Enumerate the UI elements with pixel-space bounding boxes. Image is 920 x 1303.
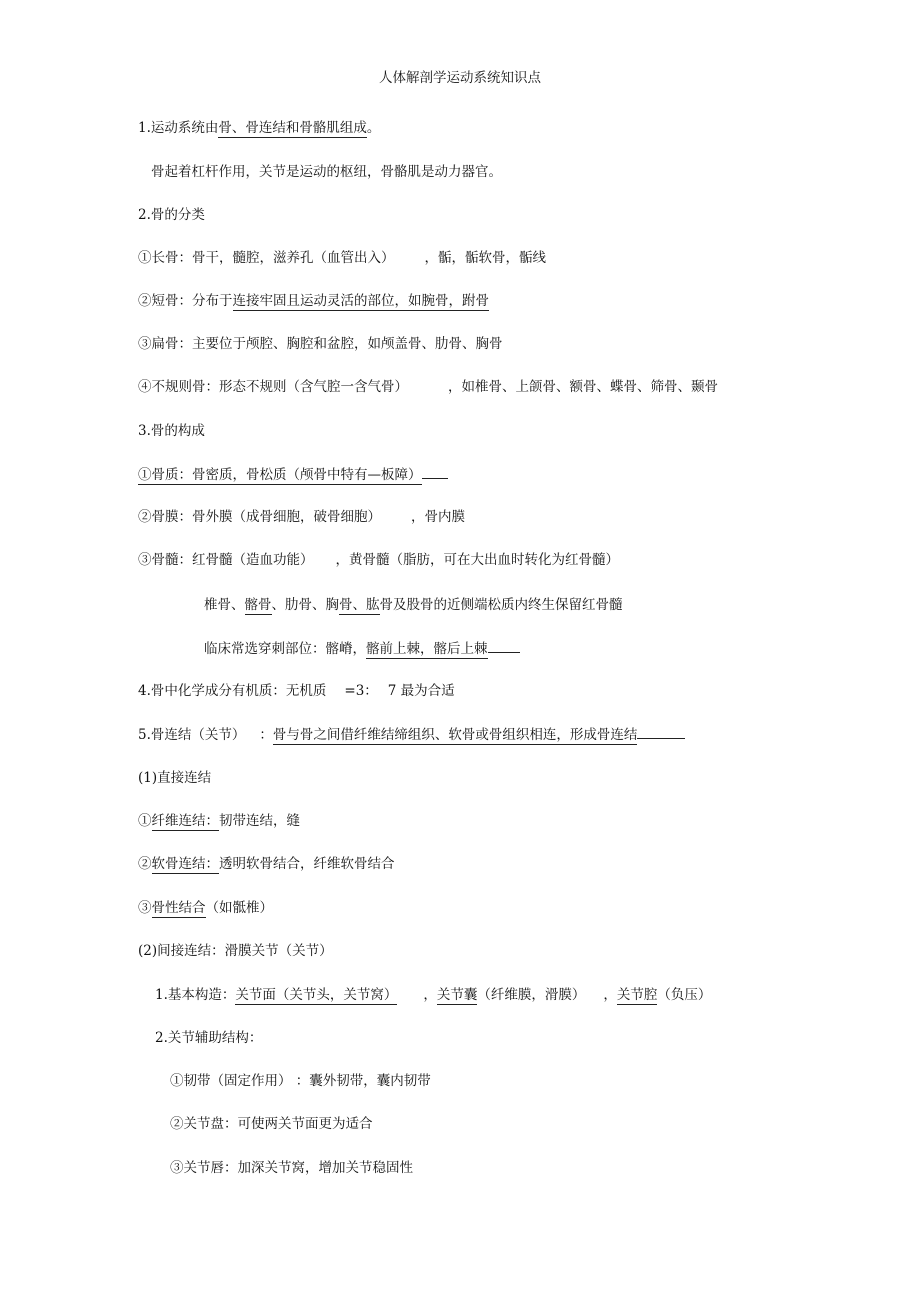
section-2-heading: 2.骨的分类 xyxy=(138,207,205,223)
section-5-line: 5.骨连结（关节） ：骨与骨之间借纤维结缔组织、软骨或骨组织相连，形成骨连结 xyxy=(138,724,685,745)
section-1-underlined: 骨、骨连结和骨骼肌组成 xyxy=(218,120,367,136)
blank-underline xyxy=(422,464,448,479)
fibrous-joint-line: ①纤维连结：韧带连结，缝 xyxy=(138,813,300,829)
periosteum-line: ②骨膜：骨外膜（成骨细胞，破骨细胞） ，骨内膜 xyxy=(138,509,465,525)
section-1-text: 1.运动系统由 xyxy=(138,120,219,136)
direct-joint-heading: (1)直接连结 xyxy=(138,770,212,786)
irregular-bone-line: ④不规则骨：形态不规则（含气腔一含气骨） ，如椎骨、上颌骨、额骨、蝶骨、筛骨、颞骨 xyxy=(138,379,718,395)
articular-disc-line: ②关节盘：可使两关节面更为适合 xyxy=(170,1116,373,1132)
section-4-line: 4.骨中化学成分有机质：无机质 =3： 7 最为合适 xyxy=(138,683,455,699)
flat-bone-line: ③扁骨：主要位于颅腔、胸腔和盆腔，如颅盖骨、肋骨、胸骨 xyxy=(138,336,503,352)
long-bone-line: ①长骨：骨干，髓腔，滋养孔（血管出入） ，骺，骺软骨，骺线 xyxy=(138,250,546,266)
bone-substance-line: ①骨质：骨密质，骨松质（颅骨中特有—板障） xyxy=(138,464,448,485)
section-1-note: 骨起着杠杆作用，关节是运动的枢纽，骨骼肌是动力器官。 xyxy=(151,164,502,180)
marrow-line: ③骨髓：红骨髓（造血功能） ，黄骨髓（脂肪，可在大出血时转化为红骨髓） xyxy=(138,552,619,568)
section-1-line: 1.运动系统由骨、骨连结和骨骼肌组成。 xyxy=(138,120,381,136)
bony-union-line: ③骨性结合（如骶椎） xyxy=(138,900,273,916)
blank-underline xyxy=(488,638,520,653)
blank-underline xyxy=(637,724,685,739)
ligament-line: ①韧带（固定作用） ：囊外韧带，囊内韧带 xyxy=(170,1073,431,1089)
cartilaginous-joint-line: ②软骨连结：透明软骨结合，纤维软骨结合 xyxy=(138,856,395,872)
indirect-joint-heading: (2)间接连结：滑膜关节（关节） xyxy=(138,943,333,959)
short-bone-line: ②短骨：分布于连接牢固且运动灵活的部位，如腕骨，跗骨 xyxy=(138,293,489,309)
red-marrow-line: 椎骨、髂骨、肋骨、胸骨、肱骨及股骨的近侧端松质内终生保留红骨髓 xyxy=(204,597,623,613)
articular-lip-line: ③关节唇：加深关节窝，增加关节稳固性 xyxy=(170,1160,413,1176)
clinic-line: 临床常选穿刺部位：髂嵴，髂前上棘，髂后上棘 xyxy=(204,638,520,659)
aux-structure-heading: 2.关节辅助结构： xyxy=(155,1030,263,1046)
basic-structure-line: 1.基本构造：关节面（关节头，关节窝） ，关节囊（纤维膜，滑膜） ，关节腔（负压） xyxy=(155,987,712,1003)
page-title: 人体解剖学运动系统知识点 xyxy=(379,70,541,86)
section-3-heading: 3.骨的构成 xyxy=(138,423,205,439)
